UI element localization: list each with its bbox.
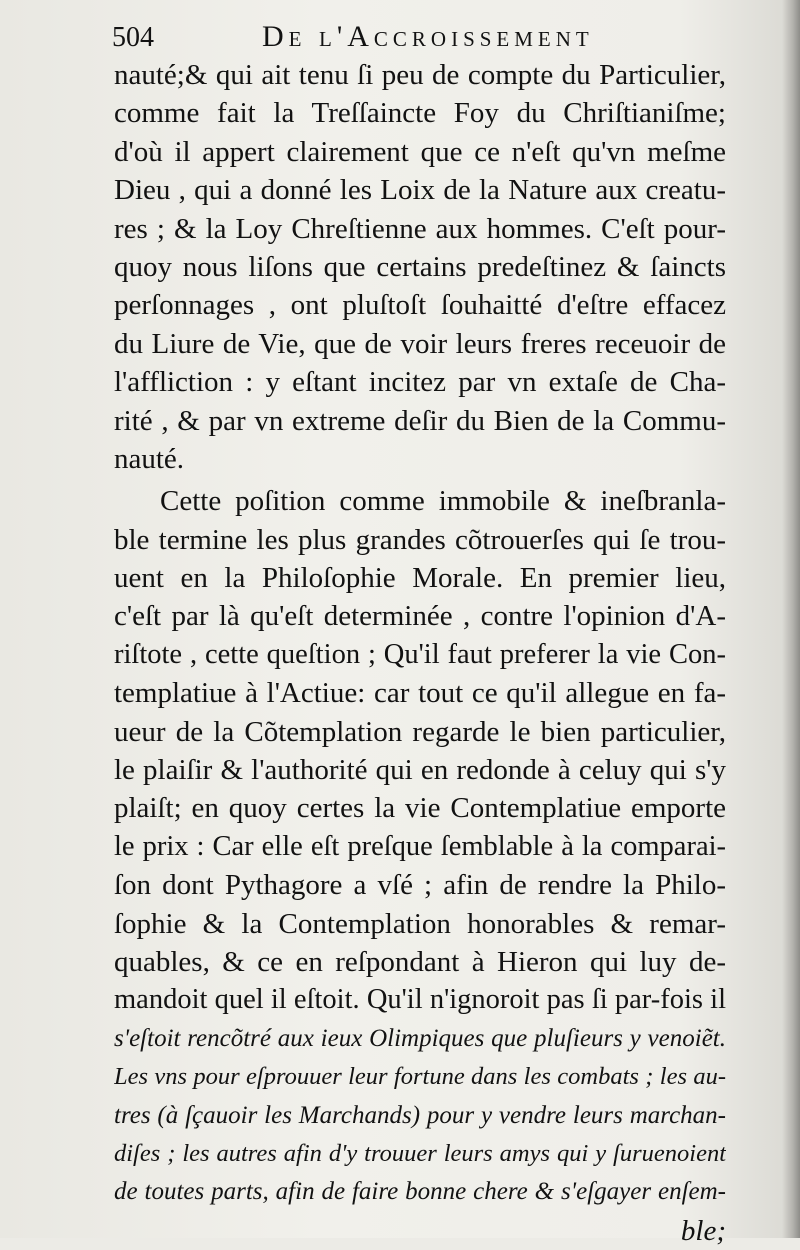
text-line: tres (à ſçauoir les Marchands) pour y vendre leurs marchan- [114, 1101, 726, 1129]
text-line: Cette poſition comme immobile & ineſbranla- [160, 485, 726, 518]
text-line: ble termine les plus grandes cõtrouerſes qui ſe trou- [114, 523, 726, 556]
text-line: c'eſt par là qu'eſt determinée , contre l'opinion d'A- [114, 600, 726, 633]
text-line: res ; & la Loy Chreſtienne aux hommes. C'eſt pour- [114, 212, 726, 245]
text-line: du Liure de Vie, que de voir leurs freres receuoir de [114, 327, 726, 360]
text-line: nauté. [114, 442, 185, 475]
text-line: s'eſtoit rencõtré aux ieux Olimpiques que pluſieurs y venoiẽt. [114, 1024, 726, 1052]
text-line: quables, & ce en reſpondant à Hieron qui luy de- [114, 945, 726, 978]
text-line: Les vns pour eſprouuer leur fortune dans les combats ; les au- [114, 1063, 726, 1091]
text-line: Dieu , qui a donné les Loix de la Nature aux creatu- [114, 174, 726, 207]
text-line: le prix : Car elle eſt preſque ſemblable à la comparai- [114, 830, 726, 862]
text-line: templatiue à l'Actiue: car tout ce qu'il allegue en fa- [114, 677, 726, 710]
text-line: diſes ; les autres afin d'y trouuer leurs amys qui y ſuruenoient [114, 1139, 726, 1167]
text-line: ſophie & la Contemplation honorables & remar- [114, 907, 726, 940]
text-line: plaiſt; en quoy certes la vie Contemplatiue emporte [114, 792, 726, 825]
text-line: riſtote , cette queſtion ; Qu'il faut preferer la vie Con- [114, 638, 726, 670]
text-line: ueur de la Cõtemplation regarde le bien particulier, [114, 715, 726, 748]
text-line: l'affliction : y eſtant incitez par vn extaſe de Cha- [114, 366, 726, 399]
text-line: ble; [680, 1214, 726, 1247]
page-number: 504 [112, 22, 154, 53]
text-line: le plaiſir & l'authorité qui en redonde à celuy qui s'y [114, 754, 726, 787]
body-text [114, 56, 726, 1250]
page-edge-shadow [782, 0, 800, 1238]
text-line: d'où il appert clairement que ce n'eſt qu'vn meſme [114, 135, 726, 168]
text-line: nauté;& qui ait tenu ſi peu de compte du Particulier, [114, 59, 726, 91]
text-line: uent en la Philoſophie Morale. En premier lieu, [114, 562, 726, 595]
running-head: De l'Accroissement [262, 20, 594, 53]
page-header [112, 18, 712, 54]
text-line: comme fait la Treſſaincte Foy du Chriſtianiſme; [114, 97, 726, 130]
text-line: rité , & par vn extreme deſir du Bien de la Commu- [114, 404, 726, 437]
text-line: quoy nous liſons que certains predeſtinez & ſaincts [114, 250, 726, 283]
text-line: ſon dont Pythagore a vſé ; afin de rendre la Philo- [114, 869, 726, 902]
text-line: de toutes parts, afin de faire bonne chere & s'eſgayer enſem- [114, 1178, 726, 1206]
text-line: mandoit quel il eſtoit. Qu'il n'ignoroit pas ſi par-fois il [114, 984, 726, 1016]
text-line: perſonnages , ont pluſtoſt ſouhaitté d'eſtre effacez [114, 289, 726, 322]
